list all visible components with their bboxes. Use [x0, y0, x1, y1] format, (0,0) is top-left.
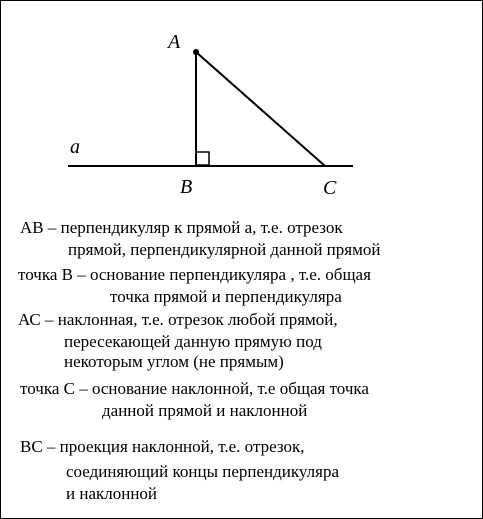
definition-bc-line3: и наклонной: [66, 484, 158, 503]
point-a: [193, 49, 199, 55]
definition-bc-line1: ВС – проекция наклонной, т.е. отрезок,: [20, 437, 305, 456]
definition-point-c-line1: точка С – основание наклонной, т.е общая точка: [20, 379, 369, 398]
definition-ac-line3: некоторым углом (не прямым): [64, 352, 284, 371]
definition-point-b-line2: точка прямой и перпендикуляра: [110, 287, 342, 306]
segment-ac: [196, 52, 325, 166]
label-line-a: a: [70, 136, 80, 158]
label-c: C: [323, 177, 337, 199]
definition-ac-line1: АС – наклонная, т.е. отрезок любой прямой,: [18, 310, 338, 329]
definition-point-b-line1: точка В – основание перпендикуляра , т.е. общая: [18, 265, 371, 284]
label-a: A: [168, 31, 181, 53]
definition-ab-line1: АВ – перпендикуляр к прямой а, т.е. отрезок: [20, 218, 343, 237]
label-b: B: [180, 176, 193, 198]
definition-ac-line2: пересекающей данную прямую под: [64, 332, 322, 351]
right-angle-marker: [196, 152, 209, 165]
definition-ab-line2: прямой, перпендикулярной данной прямой: [68, 240, 381, 259]
definition-bc-line2: соединяющий концы перпендикуляра: [66, 462, 339, 481]
definition-point-c-line2: данной прямой и наклонной: [102, 401, 308, 420]
